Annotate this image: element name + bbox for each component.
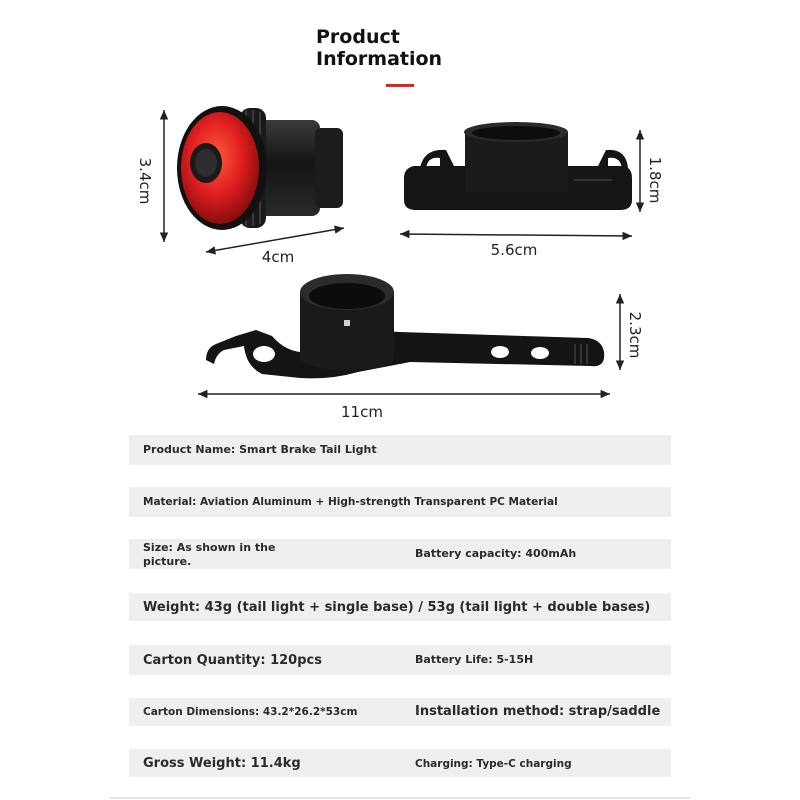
spec-row-size-battery (129, 539, 671, 569)
title-line-2: Information (316, 48, 443, 70)
base-height-label: 1.8cm (646, 156, 664, 204)
spec-row-carton-quantity (129, 645, 671, 675)
carton-dimensions-text: Carton Dimensions: 43.2*26.2*53cm (143, 706, 358, 718)
size-text: Size: As shown in the picture. (143, 541, 276, 568)
base-width-arrow (400, 234, 632, 236)
spec-row-carton-dimensions (129, 698, 671, 726)
tail-light-image (177, 106, 343, 230)
weight-text: Weight: 43g (tail light + single base) / 53g (tail light + double bases) (143, 600, 651, 615)
light-width-label: 4cm (261, 248, 295, 266)
gross-weight-text: Gross Weight: 11.4kg (143, 756, 301, 771)
title-line-1: Product (316, 26, 400, 48)
base-width-label: 5.6cm (490, 241, 538, 259)
charging-text: Charging: Type-C charging (415, 758, 572, 770)
spec-row-weight (129, 593, 671, 621)
product-name-text: Product Name: Smart Brake Tail Light (143, 443, 377, 456)
saddle-base-image (404, 122, 632, 210)
battery-capacity-text: Battery capacity: 400mAh (415, 547, 577, 560)
light-height-label: 3.4cm (136, 157, 154, 205)
spec-row-gross-weight (129, 749, 671, 777)
strap-mount-image (206, 274, 604, 378)
spec-row-product-name (129, 435, 671, 465)
battery-life-text: Battery Life: 5-15H (415, 653, 534, 666)
bottom-divider (110, 797, 690, 799)
strap-length-label: 11cm (341, 403, 383, 421)
spec-row-material (129, 487, 671, 517)
installation-text: Installation method: strap/saddle (415, 704, 661, 719)
material-text: Material: Aviation Aluminum + High-strength Transparent PC Material (143, 496, 558, 508)
carton-quantity-text: Carton Quantity: 120pcs (143, 653, 322, 668)
strap-height-label: 2.3cm (626, 311, 644, 359)
